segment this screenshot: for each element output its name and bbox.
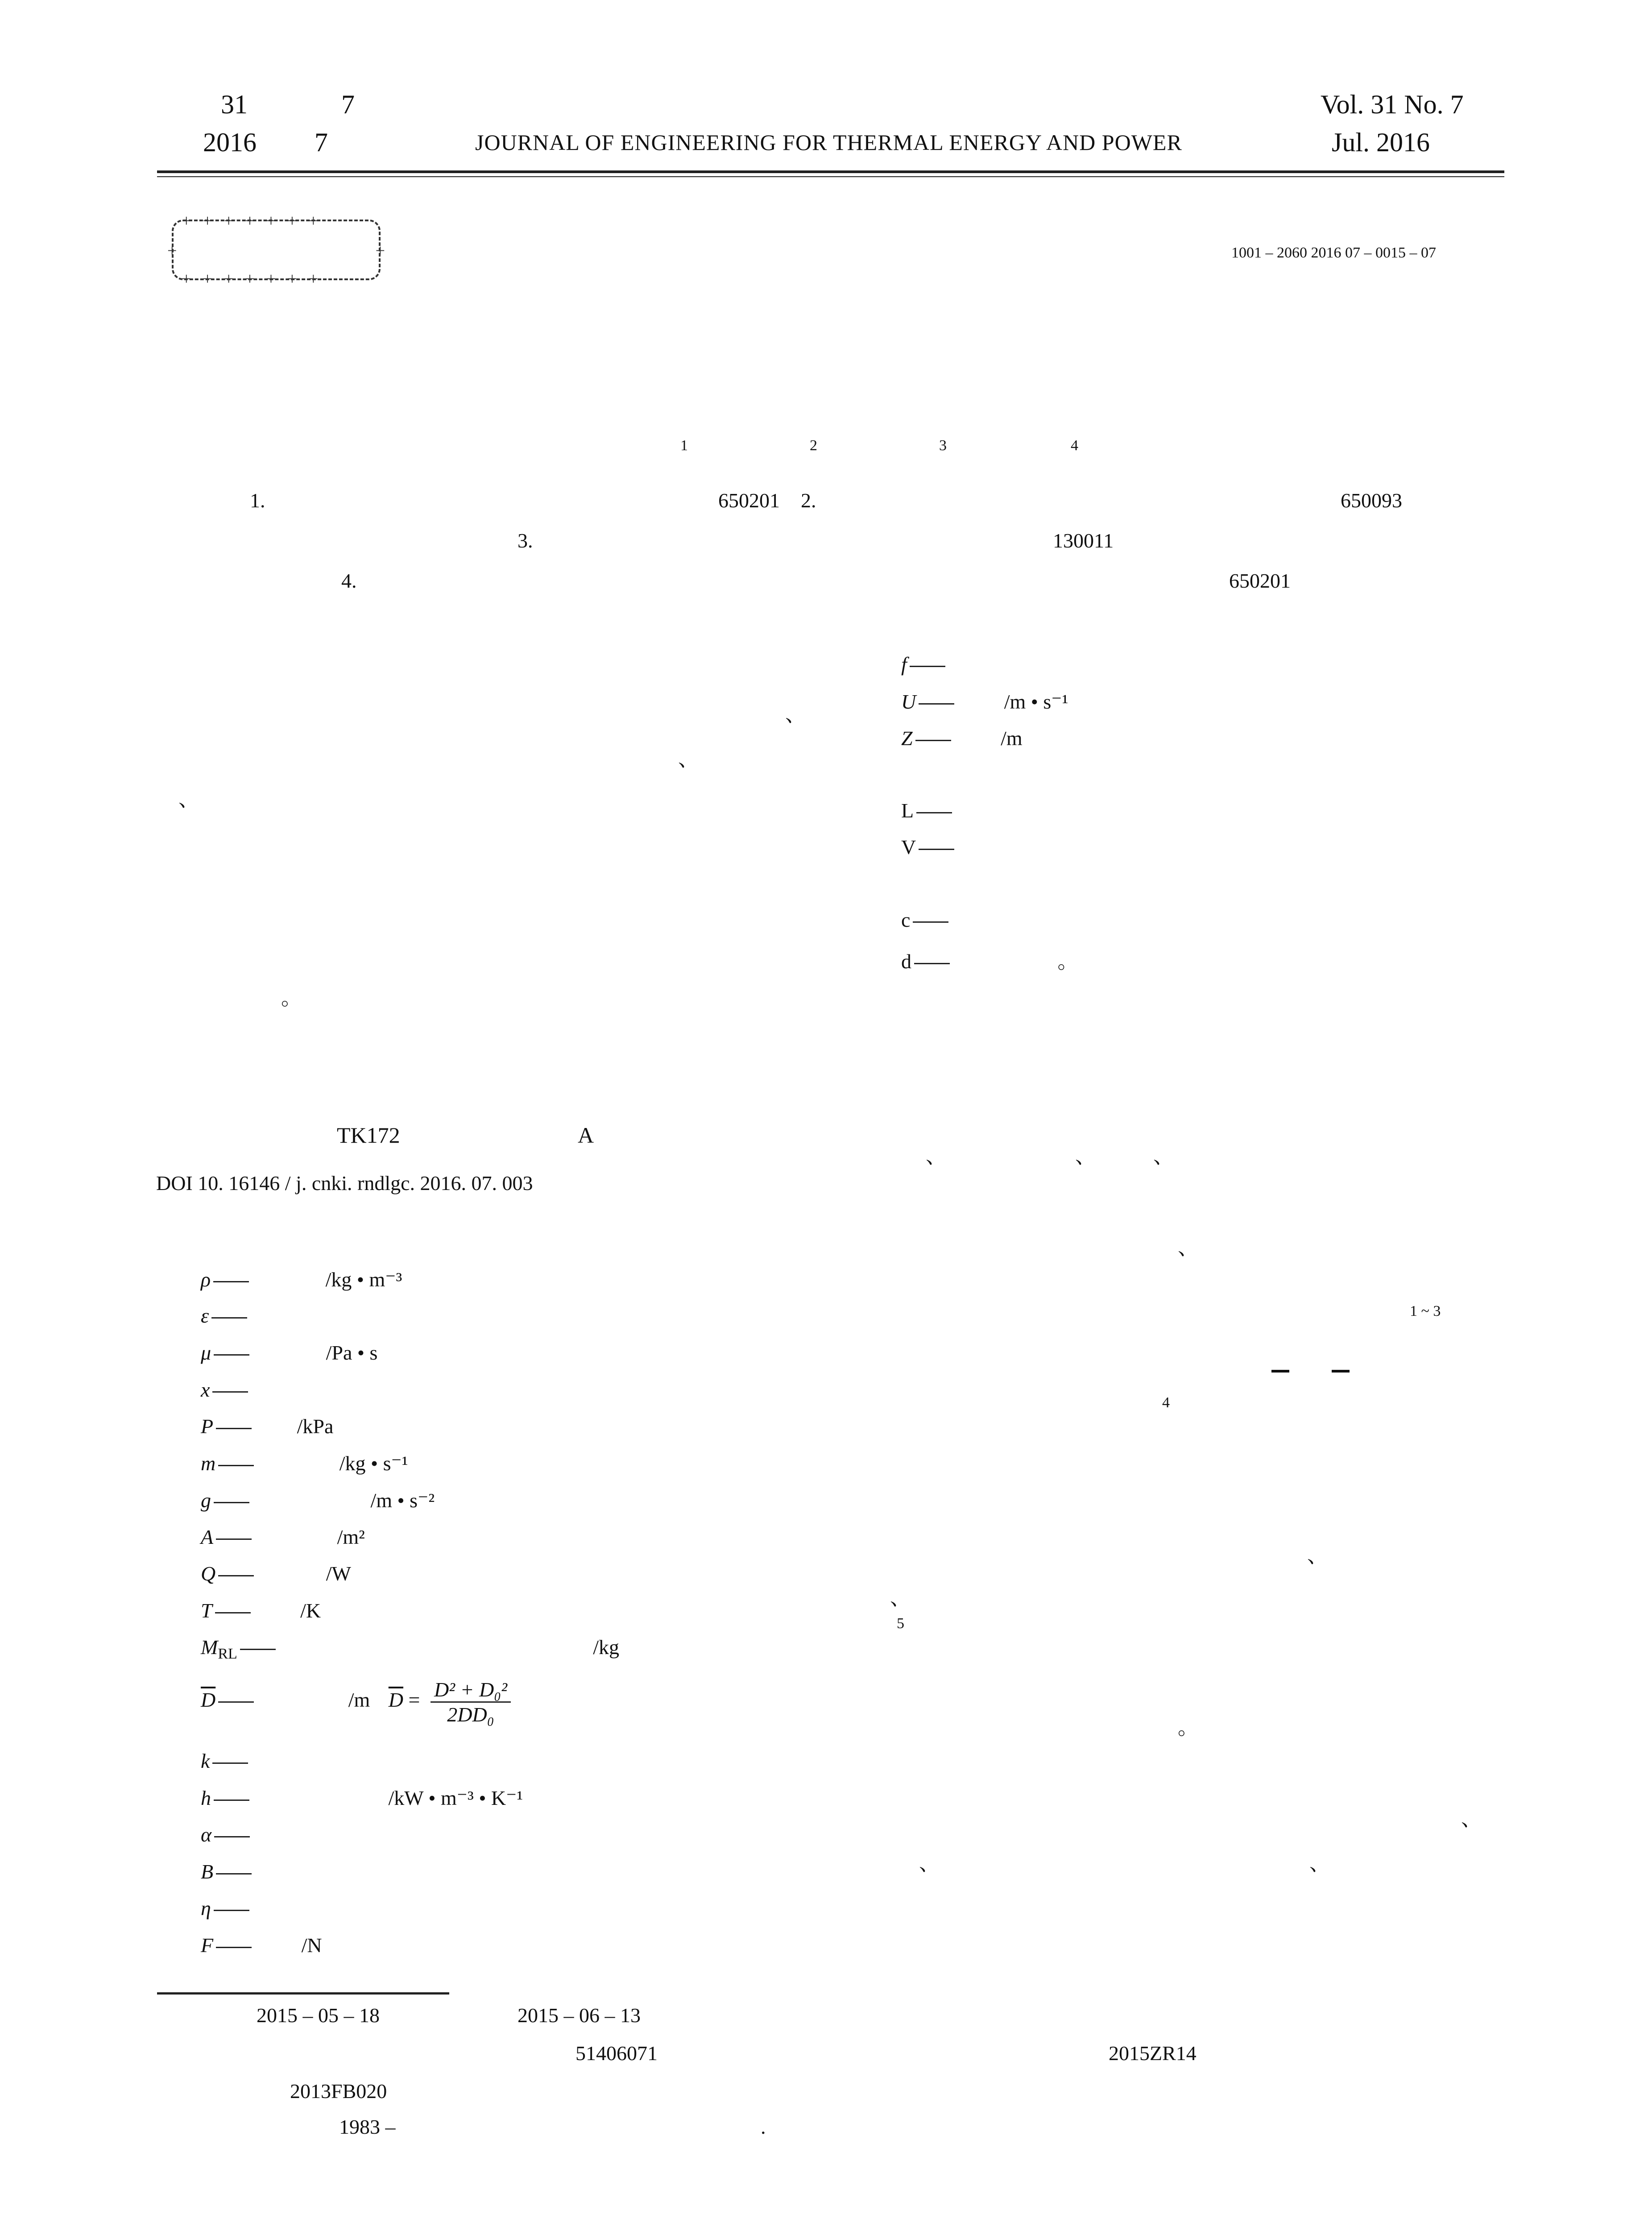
nomen-symbol: α — [201, 1823, 212, 1846]
intro-end-mark: 。 — [1178, 1716, 1198, 1739]
intro-mark: 、 — [1153, 1145, 1174, 1168]
affiliation-1-code: 650201 — [718, 489, 780, 512]
header-rule-thin — [157, 176, 1504, 177]
citation-4: 4 — [1162, 1394, 1170, 1411]
fund-number-2: 2015ZR14 — [1109, 2042, 1197, 2065]
nomen-unit: /K — [300, 1599, 321, 1622]
nomen-row — [201, 1749, 248, 1773]
nomen-row — [201, 1562, 351, 1585]
nomen-unit: /m — [348, 1688, 370, 1712]
abstract-mark-2: 、 — [678, 748, 699, 771]
intro-mark: 、 — [890, 1587, 911, 1609]
nomen-symbol: h — [201, 1787, 211, 1809]
nomen-symbol: V — [901, 836, 916, 858]
nomen-subscript: RL — [218, 1646, 237, 1663]
nomen-symbol: ε — [201, 1304, 209, 1327]
affiliation-3-code: 130011 — [1053, 529, 1114, 552]
affiliation-2-num: 2. — [801, 489, 816, 512]
nomen-unit: /Pa • s — [326, 1341, 378, 1364]
nomen-row — [901, 945, 1078, 975]
nomen-row — [201, 1488, 435, 1512]
author-sup-3: 3 — [939, 437, 947, 454]
citation-5: 5 — [897, 1615, 904, 1632]
article-type-stamp: +++++++ +++++++ + + — [167, 211, 385, 288]
nomen-end-mark: 。 — [1057, 950, 1078, 973]
nomen-row — [201, 1860, 252, 1883]
intro-mark: 、 — [1075, 1145, 1096, 1168]
document-code: A — [578, 1123, 594, 1148]
nomen-row — [201, 1933, 322, 1957]
dbar-formula — [431, 1678, 511, 1726]
journal-name: JOURNAL OF ENGINEERING FOR THERMAL ENERGY AND POWER — [475, 130, 1182, 155]
received-date: 2015 – 05 – 18 — [257, 2004, 380, 2027]
author-sup-4: 4 — [1071, 437, 1078, 454]
header-volume-en: Vol. 31 No. 7 — [1321, 90, 1464, 119]
nomen-unit: /m — [1001, 727, 1023, 750]
nomen-row — [201, 1525, 365, 1549]
intro-mark: 、 — [1307, 1544, 1328, 1567]
intro-mark: 、 — [926, 1145, 946, 1168]
nomen-row — [201, 1341, 377, 1364]
nomen-row — [201, 1414, 333, 1438]
nomen-unit: /m • s⁻¹ — [1004, 690, 1068, 713]
header-year: 2016 — [203, 128, 257, 157]
formula-lhs: $\overline{D}$ — [388, 1688, 404, 1712]
nomen-symbol: P — [201, 1415, 214, 1438]
nomen-unit: /kPa — [297, 1415, 334, 1438]
nomen-symbol: x — [201, 1378, 210, 1401]
nomen-unit: /W — [326, 1562, 351, 1585]
affiliation-2-code: 650093 — [1341, 489, 1402, 512]
header-issue-number: 7 — [341, 90, 355, 119]
intro-mark: 、 — [919, 1852, 940, 1875]
author-birth-year: 1983 – — [339, 2115, 396, 2138]
citation-1-3: 1 ~ 3 — [1410, 1303, 1441, 1319]
affiliation-4-code: 650201 — [1229, 569, 1291, 592]
author-sup-1: 1 — [680, 437, 688, 454]
formula-numerator: D² + D₀² — [431, 1678, 511, 1703]
nomen-row — [201, 1304, 247, 1327]
fund-number-3: 2013FB020 — [290, 2080, 387, 2102]
affiliation-3-num: 3. — [518, 529, 533, 552]
intro-mark: 、 — [1461, 1808, 1482, 1830]
article-number: 1001 – 2060 2016 07 – 0015 – 07 — [1231, 245, 1436, 261]
nomen-symbol: k — [201, 1750, 210, 1772]
affiliation-4-num: 4. — [341, 569, 357, 592]
revised-date: 2015 – 06 – 13 — [518, 2004, 641, 2027]
nomen-symbol: ρ — [201, 1268, 211, 1291]
nomen-row — [901, 908, 948, 932]
nomen-row — [201, 1896, 249, 1920]
inline-dash — [1271, 1370, 1289, 1373]
affiliation-1-num: 1. — [250, 489, 265, 512]
nomen-symbol: Z — [901, 727, 913, 750]
nomen-symbol: η — [201, 1897, 211, 1920]
nomen-symbol: B — [201, 1860, 214, 1883]
nomen-row — [201, 1823, 250, 1846]
nomen-symbol: Q — [201, 1562, 216, 1585]
nomen-symbol: U — [901, 690, 916, 713]
nomen-symbol: F — [201, 1934, 214, 1957]
header-month: 7 — [315, 128, 328, 157]
header-rule-thick — [157, 170, 1504, 173]
doi: DOI 10. 16146 / j. cnki. rndlgc. 2016. 07. 003 — [156, 1172, 533, 1194]
header-date-en: Jul. 2016 — [1332, 128, 1430, 157]
abstract-mark-1: 、 — [785, 703, 806, 726]
nomen-row — [201, 1635, 619, 1663]
nomen-symbol: m — [201, 1452, 216, 1475]
nomen-row — [901, 799, 952, 822]
intro-mark: 、 — [1309, 1852, 1330, 1875]
nomen-row — [201, 1267, 402, 1291]
inline-dash — [1332, 1370, 1350, 1373]
nomen-row — [901, 726, 1023, 750]
nomen-unit: /N — [301, 1934, 322, 1957]
header-volume-number: 31 — [221, 90, 248, 119]
fund-number-1: 51406071 — [576, 2042, 658, 2065]
nomen-unit: /m • s⁻² — [370, 1489, 435, 1512]
nomen-row — [201, 1378, 248, 1402]
nomen-symbol: A — [201, 1526, 214, 1548]
author-bio-end: . — [761, 2115, 766, 2138]
nomen-symbol: g — [201, 1489, 211, 1512]
nomen-symbol: $\overline{D}$ — [201, 1688, 216, 1712]
nomen-row — [201, 1599, 321, 1622]
nomen-row-dbar: $\overline{D}$ /m $\overline{D}$ = $\frac{\text{D² + D₀²}}{\text{2DD₀}}$ — [201, 1678, 511, 1726]
nomen-row — [901, 652, 945, 676]
nomen-row — [201, 1786, 523, 1810]
nomen-symbol: c — [901, 908, 911, 931]
nomen-unit: /m² — [337, 1526, 365, 1548]
formula-denominator: 2DD₀ — [447, 1703, 494, 1726]
nomen-symbol: μ — [201, 1341, 211, 1364]
nomen-unit: /kW • m⁻³ • K⁻¹ — [388, 1787, 523, 1809]
nomen-symbol: M — [201, 1636, 218, 1659]
author-sup-2: 2 — [810, 437, 817, 454]
abstract-mark-3: 、 — [178, 788, 199, 811]
nomen-row — [201, 1451, 408, 1475]
header-volume-cn — [221, 89, 355, 120]
nomen-unit: /kg • m⁻³ — [325, 1268, 402, 1291]
nomen-unit: /kg • s⁻¹ — [339, 1452, 408, 1475]
nomen-unit: /kg — [593, 1636, 620, 1659]
nomen-symbol: f — [901, 653, 907, 676]
abstract-end-mark: 。 — [281, 987, 302, 1009]
nomen-symbol: L — [901, 799, 914, 822]
nomen-row — [901, 835, 954, 859]
nomen-symbol: T — [201, 1599, 212, 1622]
intro-mark: 、 — [1178, 1236, 1198, 1259]
footnote-rule — [157, 1992, 449, 1995]
nomen-symbol: d — [901, 950, 911, 973]
nomen-row — [901, 689, 1068, 713]
header-year-cn — [203, 127, 328, 158]
clc-number: TK172 — [337, 1123, 400, 1148]
